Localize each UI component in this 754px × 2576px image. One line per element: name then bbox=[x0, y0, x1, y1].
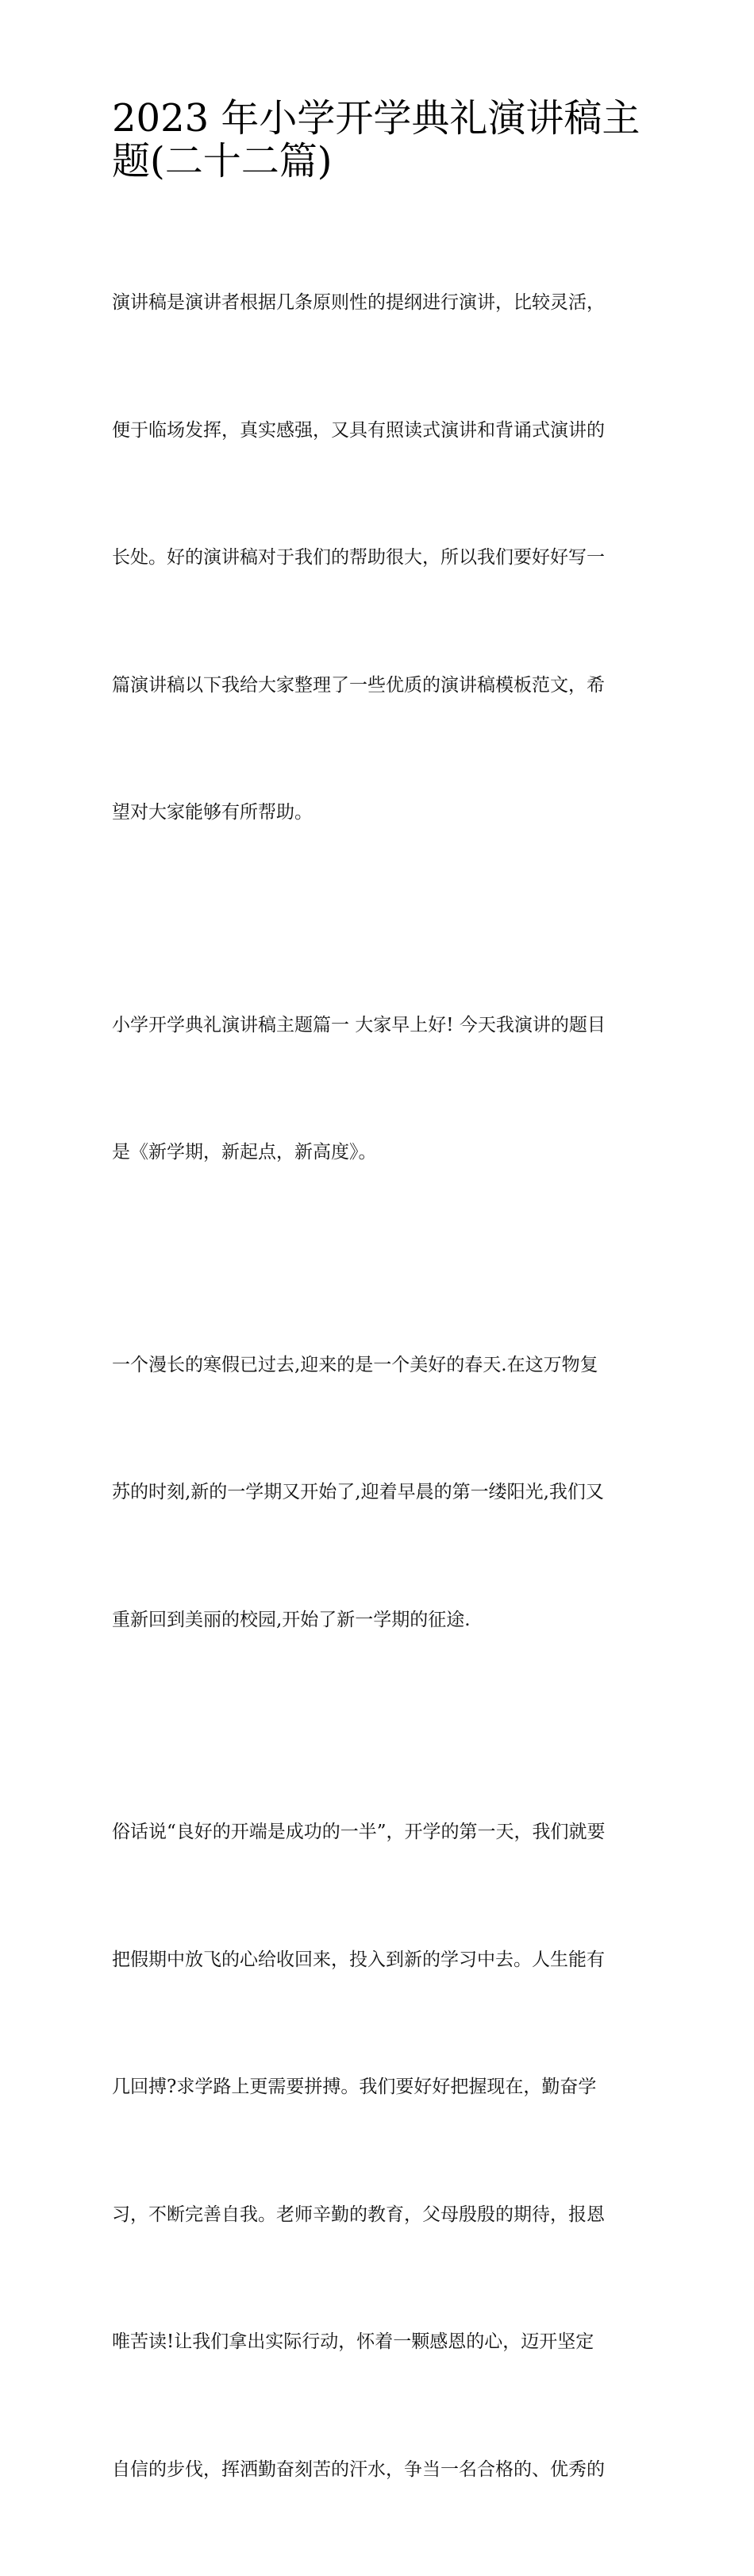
text-line: 把假期中放飞的心给收回来，投入到新的学习中去。人生能有 bbox=[112, 1949, 605, 1970]
title-line: 题(二十二篇) bbox=[112, 138, 333, 183]
text-line: 重新回到美丽的校园,开始了新一学期的征途. bbox=[112, 1609, 471, 1630]
paragraph-good-start bbox=[112, 1726, 645, 2576]
text-line: 长处。好的演讲稿对于我们的帮助很大，所以我们要好好写一 bbox=[112, 547, 605, 568]
text-line: 自信的步伐，挥洒勤奋刻苦的汗水，争当一名合格的、优秀的 bbox=[112, 2458, 605, 2480]
text-line: 篇演讲稿以下我给大家整理了一些优质的演讲稿模板范文，希 bbox=[112, 674, 605, 696]
paragraph-winter-break bbox=[112, 1259, 645, 1727]
text-line: 小学开学典礼演讲稿主题篇一 大家早上好! 今天我演讲的题目 bbox=[112, 1014, 606, 1035]
text-line: 习，不断完善自我。老师辛勤的教育，父母殷殷的期待，报恩 bbox=[112, 2204, 605, 2225]
text-line: 演讲稿是演讲者根据几条原则性的提纲进行演讲，比较灵活， bbox=[112, 292, 605, 313]
text-line: 望对大家能够有所帮助。 bbox=[112, 802, 313, 823]
document-body bbox=[112, 197, 645, 2576]
text-line: 一个漫长的寒假已过去,迎来的是一个美好的春天.在这万物复 bbox=[112, 1354, 598, 1375]
text-line: 俗话说“良好的开端是成功的一半”，开学的第一天，我们就要 bbox=[112, 1822, 606, 1842]
text-line: 便于临场发挥，真实感强，又具有照读式演讲和背诵式演讲的 bbox=[112, 419, 605, 441]
document-title bbox=[112, 94, 645, 183]
title-line: 2023 年小学开学典礼演讲稿主 bbox=[112, 96, 641, 141]
text-line: 几回搏?求学路上更需要拼搏。我们要好好把握现在，勤奋学 bbox=[112, 2077, 597, 2097]
paragraph-speech-heading bbox=[112, 920, 645, 1259]
text-line: 苏的时刻,新的一学期又开始了,迎着早晨的第一缕阳光,我们又 bbox=[112, 1482, 604, 1502]
text-line: 是《新学期，新起点，新高度》。 bbox=[112, 1142, 377, 1163]
text-line: 唯苦读!让我们拿出实际行动，怀着一颗感恩的心，迈开坚定 bbox=[112, 2331, 594, 2352]
paragraph-intro bbox=[112, 197, 645, 920]
document-content bbox=[112, 94, 645, 2576]
